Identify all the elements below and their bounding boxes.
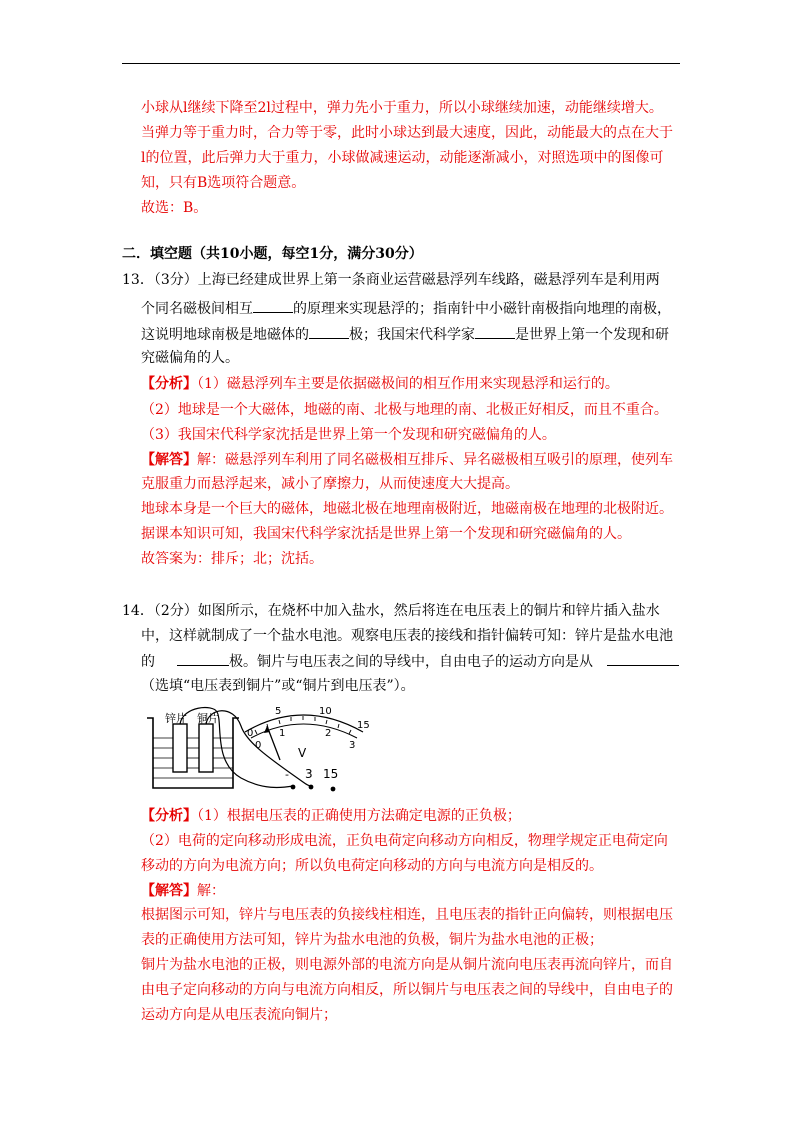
q14-line-4: （选填“电压表到铜片”或“铜片到电压表”）。	[141, 678, 415, 694]
prev-answer-line-1: 小球从l继续下降至2l过程中，弹力先小于重力，所以小球继续加速，动能继续增大。	[141, 100, 663, 116]
q13-analysis-2: （2）地球是一个大磁体，地磁的南、北极与地理的南、北极正好相反，而且不重合。	[141, 402, 668, 418]
scale-outer-5: 5	[275, 706, 282, 717]
q14-analysis-3: 移动的方向为电流方向；所以负电荷定向移动的方向与电流方向是相反的。	[141, 858, 603, 874]
q13-text-3b: 极；我国宋代科学家	[349, 327, 475, 343]
q14-analysis-2: （2）电荷的定向移动形成电流，正负电荷定向移动方向相反，物理学规定正电荷定向	[141, 833, 668, 849]
q13-line-2	[141, 298, 671, 319]
q13-answer: 故答案为：排斥；北；沈括。	[141, 551, 323, 567]
terminal-minus	[291, 785, 296, 790]
q13-solution-4: 据课本知识可知，我国宋代科学家沈括是世界上第一个发现和研究磁偏角的人。	[141, 526, 631, 542]
q14-solution-3: 铜片为盐水电池的正极，则电源外部的电流方向是从铜片流向电压表再流向锌片，而自	[141, 957, 673, 973]
prev-answer-line-3: l的位置，此后弹力大于重力，小球做减速运动，动能逐渐减小，对照选项中的图像可	[141, 150, 664, 166]
q13-line-4: 究磁偏角的人。	[141, 350, 239, 366]
zinc-label: 锌片	[165, 712, 187, 725]
q14-analysis-1-text: （1）根据电压表的正确使用方法确定电源的正负极；	[197, 808, 521, 824]
beaker-outline	[147, 718, 239, 788]
q14-blank-2[interactable]	[607, 651, 679, 666]
q14-line-1	[122, 601, 660, 621]
q13-blank-3[interactable]	[475, 324, 515, 339]
q13-analysis-1	[141, 374, 619, 394]
q14-solution-4: 由电子定向移动的方向与电流方向相反，所以铜片与电压表之间的导线中，自由电子的	[141, 982, 673, 998]
copper-plate	[199, 724, 213, 772]
q13-text-3c: 是世界上第一个发现和研	[515, 327, 669, 343]
q13-solution-2: 克服重力而悬浮起来，减小了摩擦力，从而使速度大大提高。	[141, 476, 519, 492]
zinc-plate	[173, 724, 187, 772]
q14-analysis-1	[141, 806, 521, 826]
q13-text-2b: 的原理来实现悬浮的；指南针中小磁针南极指向地理的南极，	[293, 301, 671, 317]
q13-text-1: 上海已经建成世界上第一条商业运营磁悬浮列车线路，磁悬浮列车是利用两	[197, 272, 660, 288]
q13-line-1	[122, 270, 660, 290]
q13-score: （3分）	[153, 272, 198, 288]
scale-inner-1: 1	[279, 728, 286, 739]
q14-solution-head	[141, 881, 225, 901]
scale-outer-0: 0	[247, 728, 254, 739]
section-title: 二．填空题（共10小题，每空1分，满分30分）	[122, 246, 423, 262]
q13-line-3	[141, 324, 669, 345]
q14-solution-tag: 【解答】	[141, 883, 197, 899]
unit-label: V	[298, 746, 307, 760]
q13-solution-1-text: 解：磁悬浮列车利用了同名磁极相互排斥、异名磁极相互吸引的原理，使列车	[197, 452, 673, 468]
q13-blank-2[interactable]	[309, 324, 349, 339]
q14-line-2: 中，这样就制成了一个盐水电池。观察电压表的接线和指针偏转可知：锌片是盐水电池	[141, 628, 673, 644]
q14-line-3	[141, 651, 679, 672]
header-rule	[122, 63, 680, 64]
scale-inner-0: 0	[255, 740, 262, 751]
scale-outer-15: 15	[357, 720, 370, 731]
q14-solution-5: 运动方向是从电压表流向铜片；	[141, 1007, 337, 1023]
q13-analysis-tag: 【分析】	[141, 376, 197, 392]
q13-text-3a: 这说明地球南极是地磁体的	[141, 327, 309, 343]
q14-blank-1[interactable]	[177, 651, 229, 666]
q14-solution-2: 表的正确使用方法可知，锌片为盐水电池的负极，铜片为盐水电池的正极；	[141, 932, 603, 948]
q14-number: 14．	[122, 603, 154, 619]
q14-text-1: 如图所示，在烧杯中加入盐水，然后将连在电压表上的铜片和锌片插入盐水	[197, 603, 660, 619]
q13-analysis-1-text: （1）磁悬浮列车主要是依据磁极间的相互作用来实现悬浮和运行的。	[197, 376, 619, 392]
terminal-15-label: 15	[323, 767, 339, 781]
terminal-3	[309, 785, 314, 790]
q14-solution-1: 根据图示可知，锌片与电压表的负接线柱相连，且电压表的指针正向偏转，则根据电压	[141, 907, 673, 923]
terminal-minus-label: -	[285, 768, 289, 781]
prev-answer-line-2: 当弹力等于重力时，合力等于零，此时小球达到最大速度，因此，动能最大的点在大于	[141, 125, 673, 141]
scale-inner-2: 2	[325, 728, 332, 739]
q14-text-3b: 极。铜片与电压表之间的导线中，自由电子的运动方向是从	[229, 654, 593, 670]
copper-label: 铜片	[197, 712, 219, 725]
terminal-15	[331, 787, 336, 792]
q14-solution-head-text: 解：	[197, 883, 225, 899]
q13-analysis-3: （3）我国宋代科学家沈括是世界上第一个发现和研究磁偏角的人。	[141, 427, 556, 443]
q13-solution-3: 地球本身是一个巨大的磁体，地磁北极在地理南极附近，地磁南极在地理的北极附近。	[141, 501, 673, 517]
q14-text-3a: 的	[141, 654, 155, 670]
q13-solution-tag: 【解答】	[141, 452, 197, 468]
terminal-3-label: 3	[305, 767, 313, 781]
q13-number: 13．	[122, 272, 154, 288]
prev-answer-line-4: 知，只有B选项符合题意。	[141, 175, 306, 191]
q14-score: （2分）	[153, 603, 198, 619]
battery-voltmeter-figure	[143, 702, 373, 796]
q13-solution-1	[141, 450, 673, 470]
q13-text-2a: 个同名磁极间相互	[141, 301, 253, 317]
q13-blank-1[interactable]	[253, 298, 293, 313]
scale-outer-10: 10	[319, 706, 332, 717]
scale-inner-3: 3	[349, 740, 356, 751]
q14-analysis-tag: 【分析】	[141, 808, 197, 824]
prev-answer-conclusion: 故选：B。	[141, 200, 208, 216]
